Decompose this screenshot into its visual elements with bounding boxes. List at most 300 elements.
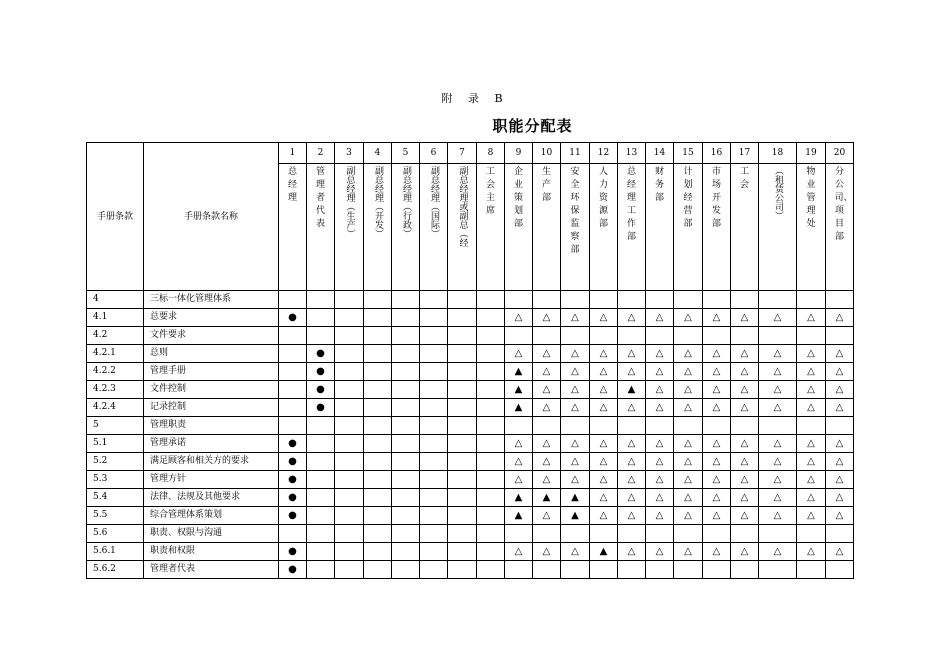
responsibility-cell: △ [759,489,797,507]
clause-number: 5.1 [87,435,144,453]
responsibility-cell: △ [590,363,618,381]
responsibility-cell [448,309,477,327]
table-row [87,561,854,579]
responsibility-cell [561,291,590,309]
responsibility-cell [307,507,335,525]
responsibility-cell: △ [826,345,854,363]
responsibility-cell: △ [731,435,759,453]
header-col-number: 3 [335,143,364,164]
header-col-number: 9 [505,143,533,164]
responsibility-cell: △ [826,453,854,471]
responsibility-cell: △ [533,435,561,453]
responsibility-cell: △ [561,543,590,561]
header-col-number: 7 [448,143,477,164]
responsibility-cell: ▲ [561,507,590,525]
responsibility-cell: △ [797,453,826,471]
responsibility-cell [392,363,420,381]
table-row [87,309,854,327]
responsibility-cell: △ [703,381,731,399]
responsibility-cell [307,291,335,309]
responsibility-cell: △ [759,309,797,327]
responsibility-cell [279,327,307,345]
responsibility-cell: ▲ [533,489,561,507]
header-col-number: 14 [646,143,674,164]
header-org-label: 工会 [739,167,749,190]
responsibility-cell: △ [731,399,759,417]
responsibility-cell: △ [646,471,674,489]
responsibility-cell [448,399,477,417]
responsibility-cell [335,417,364,435]
clause-number: 5.4 [87,489,144,507]
responsibility-cell [392,471,420,489]
clause-number: 5.6.1 [87,543,144,561]
responsibility-cell: ▲ [618,381,646,399]
header-col-number: 17 [731,143,759,164]
header-col-number: 11 [561,143,590,164]
header-col-number: 8 [477,143,505,164]
responsibility-cell: △ [533,399,561,417]
responsibility-cell [646,525,674,543]
clause-number: 4.2.4 [87,399,144,417]
clause-name: 记录控制 [144,399,279,417]
header-org-name [646,164,674,291]
table-row [87,291,854,309]
clause-name: 三标一体化管理体系 [144,291,279,309]
responsibility-cell [307,435,335,453]
responsibility-cell: ▲ [590,543,618,561]
table-row [87,345,854,363]
responsibility-cell [448,489,477,507]
responsibility-cell: ▲ [561,489,590,507]
table-row [87,363,854,381]
responsibility-cell [335,291,364,309]
responsibility-cell [703,291,731,309]
clause-number: 4.2.2 [87,363,144,381]
responsibility-cell [364,417,392,435]
responsibility-cell [335,543,364,561]
responsibility-cell [420,399,448,417]
responsibility-cell [674,561,703,579]
responsibility-cell: △ [618,453,646,471]
responsibility-cell: △ [590,453,618,471]
responsibility-cell [590,327,618,345]
responsibility-cell: △ [618,507,646,525]
table-row [87,435,854,453]
responsibility-cell [307,561,335,579]
responsibility-cell [307,327,335,345]
responsibility-cell [477,453,505,471]
responsibility-cell [392,561,420,579]
responsibility-cell [448,525,477,543]
responsibility-cell [364,543,392,561]
responsibility-cell: ● [307,381,335,399]
responsibility-cell: △ [703,345,731,363]
responsibility-cell [505,327,533,345]
responsibility-cell: △ [561,471,590,489]
responsibility-cell: △ [646,309,674,327]
responsibility-cell: ● [279,561,307,579]
responsibility-cell [364,489,392,507]
responsibility-cell [533,525,561,543]
responsibility-cell [392,309,420,327]
responsibility-cell: △ [826,507,854,525]
responsibility-cell: △ [590,435,618,453]
responsibility-cell [590,561,618,579]
responsibility-cell: △ [703,453,731,471]
responsibility-cell [618,525,646,543]
responsibility-cell: △ [703,363,731,381]
responsibility-cell [392,381,420,399]
responsibility-cell [420,363,448,381]
responsibility-cell [477,525,505,543]
responsibility-cell [759,291,797,309]
responsibility-cell: △ [797,471,826,489]
header-org-label: 副总经理（国际） [429,166,439,238]
responsibility-cell: △ [759,453,797,471]
responsibility-cell [759,561,797,579]
responsibility-cell [703,417,731,435]
responsibility-cell [420,291,448,309]
responsibility-cell: ● [307,399,335,417]
responsibility-cell [448,345,477,363]
responsibility-cell: △ [826,399,854,417]
responsibility-cell [420,489,448,507]
responsibility-cell [392,435,420,453]
responsibility-cell: △ [561,363,590,381]
responsibility-cell [279,399,307,417]
responsibility-cell [420,381,448,399]
responsibility-cell: △ [826,489,854,507]
responsibility-cell [618,327,646,345]
responsibility-cell: △ [618,471,646,489]
responsibility-cell [703,327,731,345]
responsibility-cell: △ [590,345,618,363]
responsibility-cell [759,327,797,345]
responsibility-cell [420,561,448,579]
responsibility-cell: △ [646,489,674,507]
responsibility-cell [448,381,477,399]
responsibility-cell: △ [674,381,703,399]
responsibility-cell: ● [279,309,307,327]
responsibility-cell [307,489,335,507]
header-org-name [448,164,477,291]
responsibility-cell [674,291,703,309]
responsibility-cell [477,399,505,417]
header-org-label: 总经理工作部 [626,167,636,242]
responsibility-cell [477,543,505,561]
responsibility-cell [477,309,505,327]
responsibility-cell: △ [561,309,590,327]
header-col-number: 12 [590,143,618,164]
clause-number: 5.5 [87,507,144,525]
responsibility-cell [590,525,618,543]
responsibility-cell [448,507,477,525]
table-row [87,543,854,561]
responsibility-cell [279,363,307,381]
responsibility-cell: △ [618,543,646,561]
responsibility-cell [731,525,759,543]
responsibility-cell [448,327,477,345]
responsibility-cell [477,327,505,345]
responsibility-cell [561,417,590,435]
header-org-label: 人力资源部 [598,167,608,229]
responsibility-cell [448,363,477,381]
responsibility-cell: △ [590,471,618,489]
responsibility-cell: △ [561,381,590,399]
responsibility-cell: △ [646,435,674,453]
header-col-number: 16 [703,143,731,164]
responsibility-cell [646,417,674,435]
responsibility-cell [561,561,590,579]
responsibility-cell [797,417,826,435]
header-org-name [674,164,703,291]
responsibility-cell: △ [674,345,703,363]
responsibility-cell: △ [618,399,646,417]
responsibility-cell [561,327,590,345]
header-org-name [505,164,533,291]
responsibility-cell [279,291,307,309]
responsibility-cell [364,345,392,363]
responsibility-cell [279,381,307,399]
responsibility-cell: △ [759,381,797,399]
responsibility-cell: △ [646,507,674,525]
responsibility-cell: △ [759,471,797,489]
responsibility-cell [448,543,477,561]
header-org-label: 副总经理或副总（经 [457,166,468,247]
responsibility-cell [364,525,392,543]
header-org-label: 物业管理处 [806,167,816,229]
responsibility-cell [335,471,364,489]
responsibility-cell: △ [646,345,674,363]
header-col-number: 19 [797,143,826,164]
header-col-number: 4 [364,143,392,164]
responsibility-cell: △ [618,489,646,507]
header-org-label: 副总经理（行政） [401,166,411,238]
responsibility-cell [364,507,392,525]
clause-name: 总则 [144,345,279,363]
responsibility-cell: ● [307,363,335,381]
responsibility-cell: △ [797,309,826,327]
responsibility-cell: △ [826,381,854,399]
responsibility-cell [420,345,448,363]
table-row [87,399,854,417]
responsibility-cell [392,399,420,417]
header-org-name [364,164,392,291]
header-col-number: 1 [279,143,307,164]
responsibility-cell: △ [731,453,759,471]
responsibility-cell: △ [731,489,759,507]
responsibility-cell [420,435,448,453]
responsibility-cell [420,309,448,327]
clause-number: 5.2 [87,453,144,471]
responsibility-cell: △ [759,543,797,561]
responsibility-cell: △ [533,543,561,561]
responsibility-cell: △ [731,471,759,489]
responsibility-cell: ● [279,453,307,471]
responsibility-cell: △ [561,345,590,363]
responsibility-cell [477,489,505,507]
responsibility-cell [826,417,854,435]
responsibility-cell [335,399,364,417]
responsibility-cell: △ [674,507,703,525]
header-col-number: 13 [618,143,646,164]
responsibility-cell [703,525,731,543]
responsibility-cell: △ [797,399,826,417]
responsibility-cell: △ [703,507,731,525]
responsibility-cell [505,291,533,309]
responsibility-cell: △ [533,453,561,471]
responsibility-cell: ▲ [505,363,533,381]
responsibility-cell: △ [646,363,674,381]
responsibility-cell [392,525,420,543]
responsibility-cell [533,291,561,309]
responsibility-cell: △ [731,381,759,399]
clause-number: 5 [87,417,144,435]
responsibility-cell [477,507,505,525]
header-org-label: 财务部 [654,167,664,203]
responsibility-cell: △ [533,363,561,381]
header-org-label: 企业策划部 [513,167,523,229]
responsibility-cell [335,453,364,471]
responsibility-cell [307,525,335,543]
table-row [87,327,854,345]
responsibility-cell: ● [279,543,307,561]
responsibility-cell [392,453,420,471]
header-org-name [533,164,561,291]
header-org-label: （租赁公司） [773,166,783,220]
responsibility-cell: ▲ [505,489,533,507]
responsibility-cell [392,507,420,525]
responsibility-cell [392,291,420,309]
clause-name: 管理手册 [144,363,279,381]
responsibility-cell [335,363,364,381]
header-col-number: 5 [392,143,420,164]
responsibility-cell [477,291,505,309]
responsibility-cell: △ [797,435,826,453]
responsibility-cell [307,309,335,327]
responsibility-cell [364,291,392,309]
header-col-number: 18 [759,143,797,164]
header-org-name [307,164,335,291]
responsibility-cell: △ [826,309,854,327]
responsibility-cell [335,327,364,345]
responsibility-cell [364,309,392,327]
responsibility-cell [797,525,826,543]
responsibility-cell: △ [533,309,561,327]
responsibility-cell [448,561,477,579]
responsibility-cell [335,507,364,525]
responsibility-cell: △ [505,435,533,453]
header-org-label: 管理者代表 [315,167,325,229]
clause-name: 管理者代表 [144,561,279,579]
responsibility-cell: △ [505,309,533,327]
header-org-name [759,164,797,291]
responsibility-cell [307,417,335,435]
responsibility-cell: △ [703,399,731,417]
responsibility-cell [335,435,364,453]
responsibility-cell [731,417,759,435]
table-row [87,417,854,435]
responsibility-cell [477,435,505,453]
header-org-label: 市场开发部 [711,167,721,229]
header-number-row [87,143,854,164]
responsibility-cell: △ [674,363,703,381]
clause-number: 4.2.3 [87,381,144,399]
responsibility-cell: △ [505,345,533,363]
responsibility-cell [448,435,477,453]
responsibility-cell: △ [759,399,797,417]
table-row [87,525,854,543]
responsibility-cell: △ [703,309,731,327]
responsibility-cell: △ [759,345,797,363]
header-col-number: 10 [533,143,561,164]
responsibility-cell [505,561,533,579]
responsibility-cell [618,417,646,435]
clause-name: 文件控制 [144,381,279,399]
responsibility-cell: △ [646,399,674,417]
responsibility-cell [477,345,505,363]
table-row [87,471,854,489]
responsibility-cell: △ [561,453,590,471]
responsibility-cell [646,291,674,309]
table-row [87,381,854,399]
responsibility-cell: △ [826,363,854,381]
responsibility-cell: △ [826,471,854,489]
header-org-name [826,164,854,291]
header-org-name [618,164,646,291]
responsibility-cell [533,327,561,345]
page-title: 职能分配表 [492,117,573,135]
responsibility-cell: △ [674,471,703,489]
responsibility-cell [561,525,590,543]
clause-number: 4.2 [87,327,144,345]
responsibility-cell: △ [561,399,590,417]
responsibility-cell: △ [505,453,533,471]
responsibility-cell: △ [703,471,731,489]
responsibility-cell: △ [674,489,703,507]
responsibility-cell: △ [533,507,561,525]
responsibility-cell [392,489,420,507]
responsibility-cell: △ [703,489,731,507]
clause-name: 综合管理体系策划 [144,507,279,525]
responsibility-cell: △ [505,543,533,561]
responsibility-cell [364,561,392,579]
responsibility-cell: △ [533,345,561,363]
responsibility-cell [392,417,420,435]
clause-number: 4 [87,291,144,309]
responsibility-cell: △ [590,309,618,327]
responsibility-cell: ● [279,507,307,525]
header-col-number: 20 [826,143,854,164]
responsibility-cell [505,417,533,435]
responsibility-cell [533,561,561,579]
responsibility-cell [364,327,392,345]
responsibility-cell [797,327,826,345]
header-org-label: 副总经理（生产） [344,166,355,238]
responsibility-cell: △ [759,507,797,525]
responsibility-cell: △ [646,453,674,471]
responsibility-cell [826,561,854,579]
responsibility-cell [307,453,335,471]
responsibility-cell: △ [703,543,731,561]
responsibility-cell [590,417,618,435]
header-org-name [477,164,505,291]
header-org-label: 总经理 [287,167,297,203]
header-org-label: 安全环保监察部 [570,167,580,255]
responsibility-cell: △ [533,381,561,399]
responsibility-cell: △ [797,381,826,399]
responsibility-cell: △ [731,309,759,327]
